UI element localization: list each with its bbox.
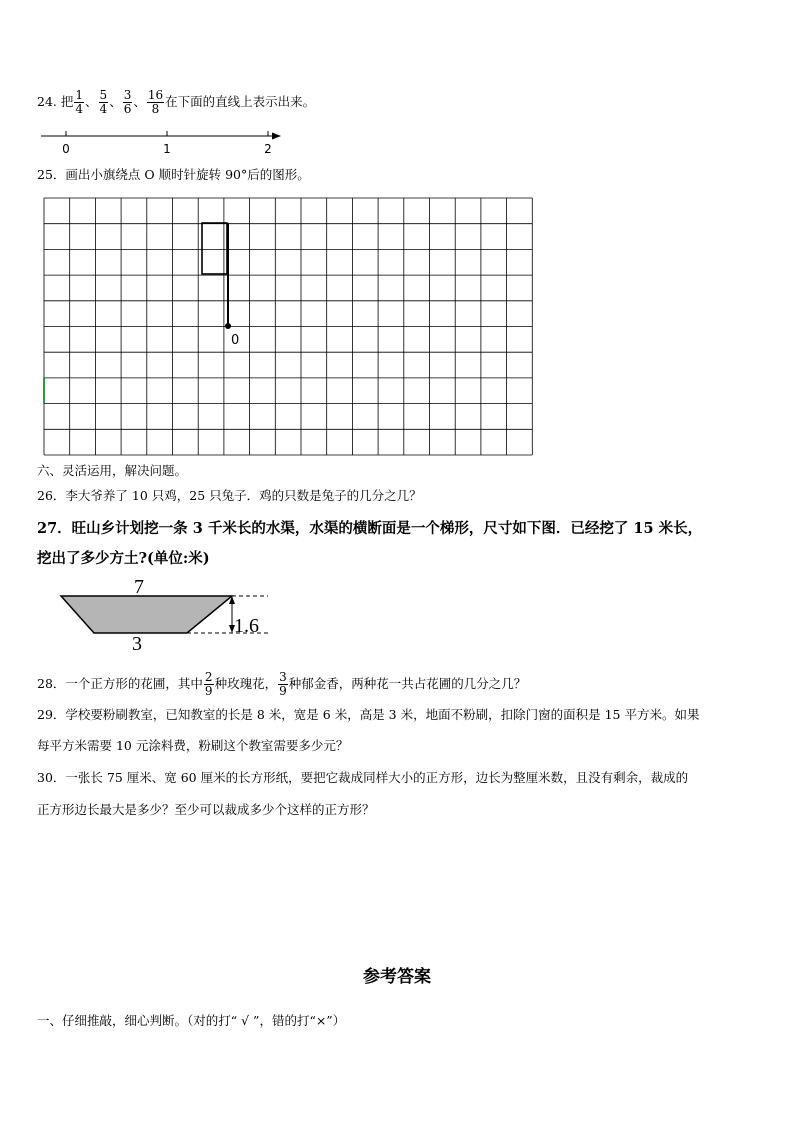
- trapezoid-bottom-label: 3: [132, 633, 142, 655]
- trapezoid-top-label: 7: [134, 576, 144, 598]
- section-6-heading: 六、灵活运用，解决问题。: [37, 463, 188, 478]
- q28-text: 28．一个正方形的花圃，其中 $\frac{2}{9}$ 种玫瑰花， $\frac{3}{9}$ 种郁金香，两种花一共占花圃的几分之几？: [37, 670, 527, 698]
- q26-text: 26．李大爷养了 10 只鸡，25 只兔子．鸡的只数是兔子的几分之几？: [37, 488, 422, 503]
- tick-label-2: 2: [264, 142, 272, 156]
- q25-text: 25．画出小旗绕点 O 顺时针旋转 90°后的图形。: [37, 167, 310, 182]
- fraction-3: $\frac{3}{6}$: [123, 88, 132, 116]
- section-1-heading: 一、仔细推敲，细心判断。（对的打“ √ ”，错的打“×”）: [37, 1013, 346, 1028]
- q29-line2: 每平方米需要 10 元涂料费，粉刷这个教室需要多少元？: [37, 738, 349, 753]
- q30-line1: 30．一张长 75 厘米、宽 60 厘米的长方形纸，要把它裁成同样大小的正方形，边长为整厘米数，且没有剩余，裁成的: [37, 770, 689, 785]
- fraction-2: $\frac{5}{4}$: [99, 88, 108, 116]
- trapezoid: [61, 596, 232, 633]
- q30-line2: 正方形边长最大是多少？至少可以裁成多少个这样的正方形？: [37, 802, 375, 817]
- fraction-2-9: $\frac{2}{9}$: [204, 670, 213, 698]
- fraction-4: $\frac{16}{8}$: [147, 88, 164, 116]
- fraction-3-9: $\frac{3}{9}$: [279, 670, 287, 698]
- q24-text: 24. 把 $\frac{1}{4}$ 、 $\frac{5}{4}$ 、 $\frac{3}{6}$ 、 $\frac{16}{8}$ 在下面的直线上表示出来。: [37, 88, 316, 116]
- tick-label-0: 0: [62, 142, 70, 156]
- q27-line1: 27．旺山乡计划挖一条 3 千米长的水渠，水渠的横断面是一个梯形，尺寸如下图．已经挖了 15 米长，: [37, 520, 703, 537]
- fraction-1: $\frac{1}{4}$: [75, 88, 84, 116]
- answers-title: 参考答案: [363, 967, 431, 987]
- trapezoid-height-label: 1.6: [234, 615, 259, 637]
- q27-line2: 挖出了多少方土?(单位:米): [37, 550, 210, 567]
- point-o-label: 0: [231, 333, 240, 348]
- q29-line1: 29．学校要粉刷教室，已知教室的长是 8 米，宽是 6 米，高是 3 米，地面不粉刷，扣除门窗的面积是 15 平方米。如果: [37, 707, 700, 722]
- tick-label-1: 1: [163, 142, 171, 156]
